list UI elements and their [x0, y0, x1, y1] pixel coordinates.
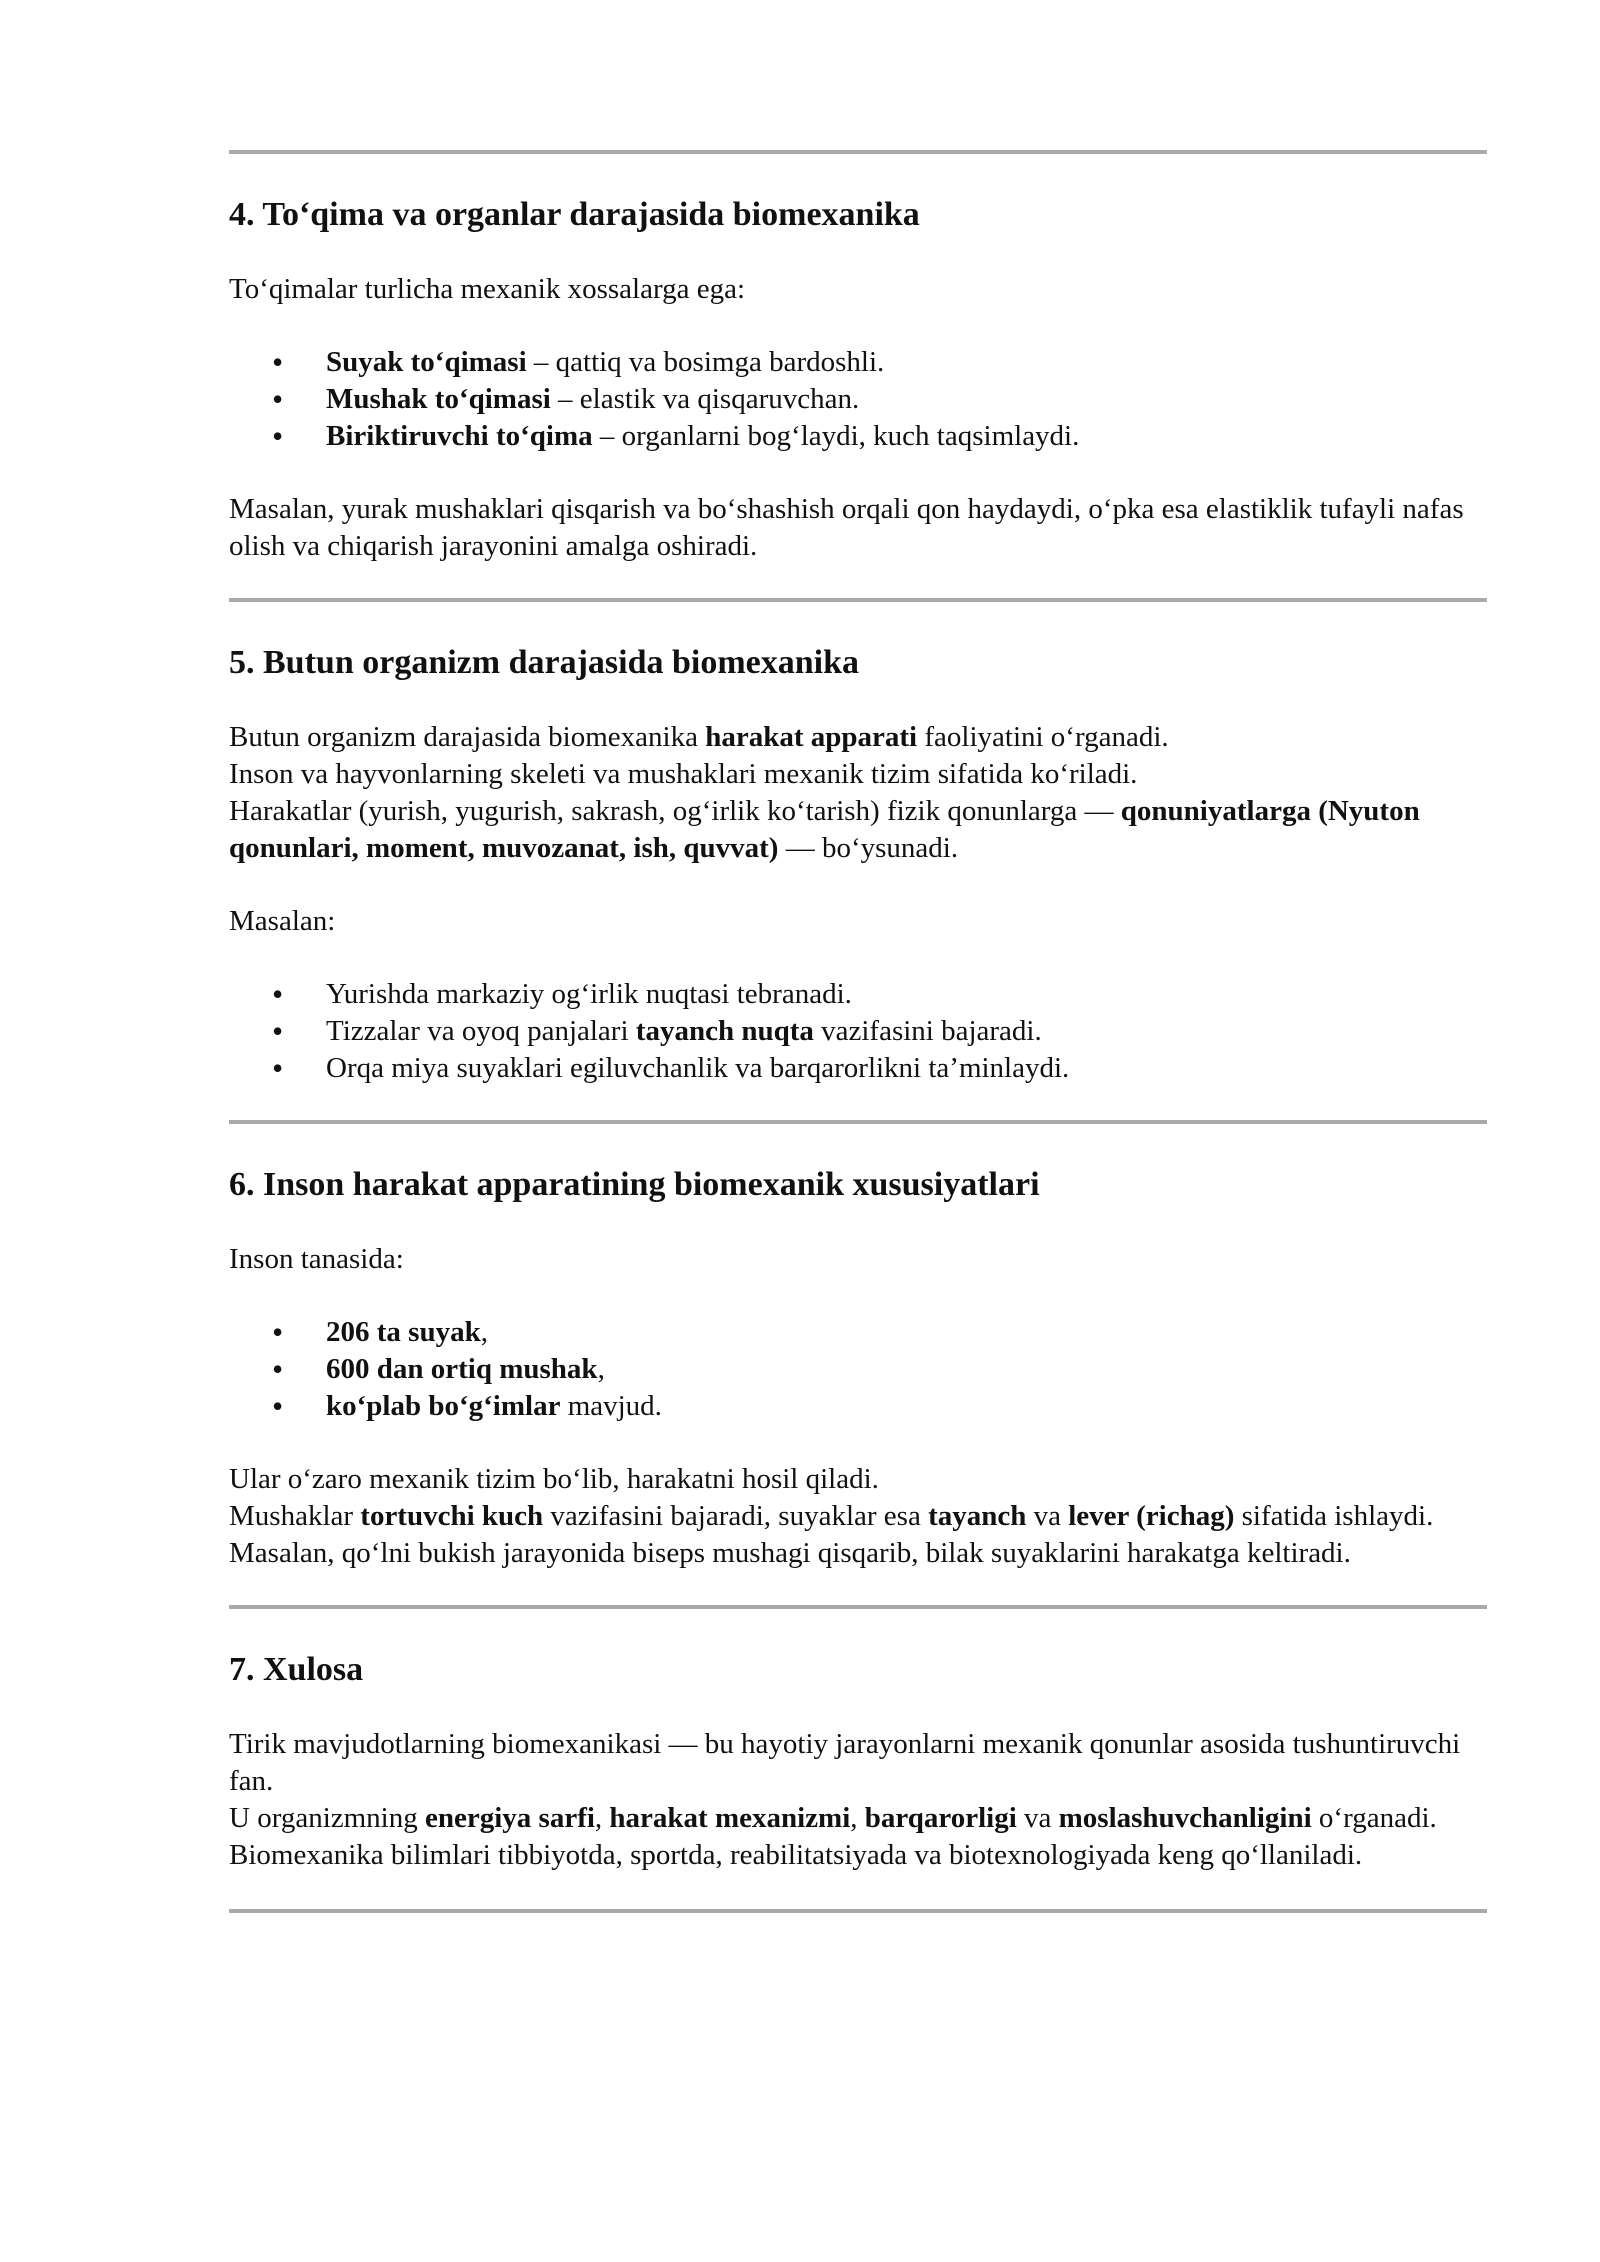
text-line: Biomexanika bilimlari tibbiyotda, sportda, reabilitatsiyada va biotexnologiyada keng qo‘llaniladi. — [229, 1839, 1363, 1871]
list-item: • Orqa miya suyaklari egiluvchanlik va barqarorlikni ta’minlaydi. — [326, 1050, 1487, 1087]
bold-term: tayanch nuqta — [635, 1015, 814, 1047]
text-run: Butun organizm darajasida biomexanika — [229, 721, 706, 753]
item-text: mavjud. — [560, 1390, 662, 1422]
list-item — [326, 418, 1487, 455]
bold-term: Suyak to‘qimasi — [326, 346, 527, 378]
text-run: , — [594, 1802, 610, 1834]
body-paragraph — [229, 1726, 1487, 1874]
horizontal-divider — [229, 1909, 1487, 1913]
bullet-list — [229, 976, 1487, 1087]
bold-term: moslashuvchanligini — [1058, 1802, 1312, 1834]
bold-term: tortuvchi kuch — [360, 1500, 544, 1532]
item-text: – elastik va qisqaruvchan. — [550, 383, 860, 415]
section-heading: 6. Inson harakat apparatining biomexanik xususiyatlari — [229, 1166, 1040, 1203]
section-7 — [229, 1609, 1487, 1909]
text-run: va — [1016, 1802, 1059, 1834]
section-4 — [229, 154, 1487, 598]
text-run: vazifasini bajaradi, suyaklar esa — [543, 1500, 929, 1532]
text-run: faoliyatini o‘rganadi. — [917, 721, 1169, 753]
text-line — [229, 793, 1487, 867]
bold-term: Mushak to‘qimasi — [326, 383, 551, 415]
section-intro: To‘qimalar turlicha mexanik xossalarga ega: — [229, 273, 746, 305]
bullet-list — [229, 1314, 1487, 1425]
document-page — [229, 150, 1487, 1913]
list-item — [326, 1388, 1487, 1425]
text-line: Ular o‘zaro mexanik tizim bo‘lib, harakatni hosil qiladi. — [229, 1463, 879, 1495]
section-heading: 7. Xulosa — [229, 1651, 364, 1688]
example-paragraph: Masalan, yurak mushaklari qisqarish va bo‘shashish orqali qon haydaydi, o‘pka esa elastiklik tufayli nafas olish va chiqarish jarayonini amalga oshiradi. — [229, 493, 1464, 562]
bold-term: 206 ta suyak — [326, 1316, 481, 1348]
text-run: Tizzalar va oyoq panjalari — [326, 1015, 636, 1047]
bold-term: harakat mexanizmi — [609, 1802, 851, 1834]
section-5 — [229, 602, 1487, 1120]
example-label: Masalan: — [229, 905, 336, 937]
list-item — [326, 381, 1487, 418]
bold-term: 600 dan ortiq mushak — [326, 1353, 598, 1385]
list-item — [326, 1013, 1487, 1050]
bold-term: ko‘plab bo‘g‘imlar — [326, 1390, 561, 1422]
text-line: Tirik mavjudotlarning biomexanikasi — bu hayotiy jarayonlarni mexanik qonunlar asosida tushuntiruvchi fan. — [229, 1728, 1461, 1797]
text-run: va — [1026, 1500, 1069, 1532]
text-run: Harakatlar (yurish, yugurish, sakrash, og‘irlik ko‘tarish) fizik qonunlarga — — [229, 795, 1121, 827]
item-text: – organlarni bog‘laydi, kuch taqsimlaydi. — [592, 420, 1080, 452]
text-line: Inson va hayvonlarning skeleti va mushaklari mexanik tizim sifatida ko‘riladi. — [229, 758, 1138, 790]
list-item: • Yurishda markaziy og‘irlik nuqtasi tebranadi. — [326, 976, 1487, 1013]
item-text: – qattiq va bosimga bardoshli. — [526, 346, 885, 378]
text-run: U organizmning — [229, 1802, 425, 1834]
item-text: , — [597, 1353, 605, 1385]
section-6 — [229, 1124, 1487, 1605]
section-intro: Inson tanasida: — [229, 1243, 404, 1275]
bold-term: Biriktiruvchi to‘qima — [326, 420, 593, 452]
bold-term: energiya sarfi — [425, 1802, 595, 1834]
bold-term: qonuniyatlarga (Nyuton qonunlari, moment, muvozanat, ish, quvvat) — [229, 795, 1420, 864]
text-run: — bo‘ysunadi. — [778, 832, 959, 864]
section-heading: 5. Butun organizm darajasida biomexanika — [229, 644, 860, 681]
body-paragraph — [229, 719, 1487, 867]
bullet-list — [229, 344, 1487, 455]
text-run: o‘rganadi. — [1311, 1802, 1437, 1834]
text-run: vazifasini bajaradi. — [813, 1015, 1042, 1047]
body-paragraph — [229, 1461, 1487, 1572]
list-item — [326, 1351, 1487, 1388]
bold-term: barqarorligi — [864, 1802, 1017, 1834]
item-text: , — [480, 1316, 488, 1348]
text-line — [229, 1800, 1487, 1837]
text-line — [229, 719, 1487, 756]
text-run: Mushaklar — [229, 1500, 361, 1532]
bold-term: tayanch — [928, 1500, 1027, 1532]
section-heading: 4. To‘qima va organlar darajasida biomexanika — [229, 196, 920, 233]
text-line: Masalan, qo‘lni bukish jarayonida biseps mushagi qisqarib, bilak suyaklarini harakatga keltiradi. — [229, 1537, 1351, 1569]
bold-term: harakat apparati — [705, 721, 918, 753]
list-item — [326, 344, 1487, 381]
bold-term: lever (richag) — [1068, 1500, 1235, 1532]
text-run: sifatida ishlaydi. — [1234, 1500, 1434, 1532]
text-run: , — [850, 1802, 865, 1834]
text-line — [229, 1498, 1487, 1535]
list-item — [326, 1314, 1487, 1351]
